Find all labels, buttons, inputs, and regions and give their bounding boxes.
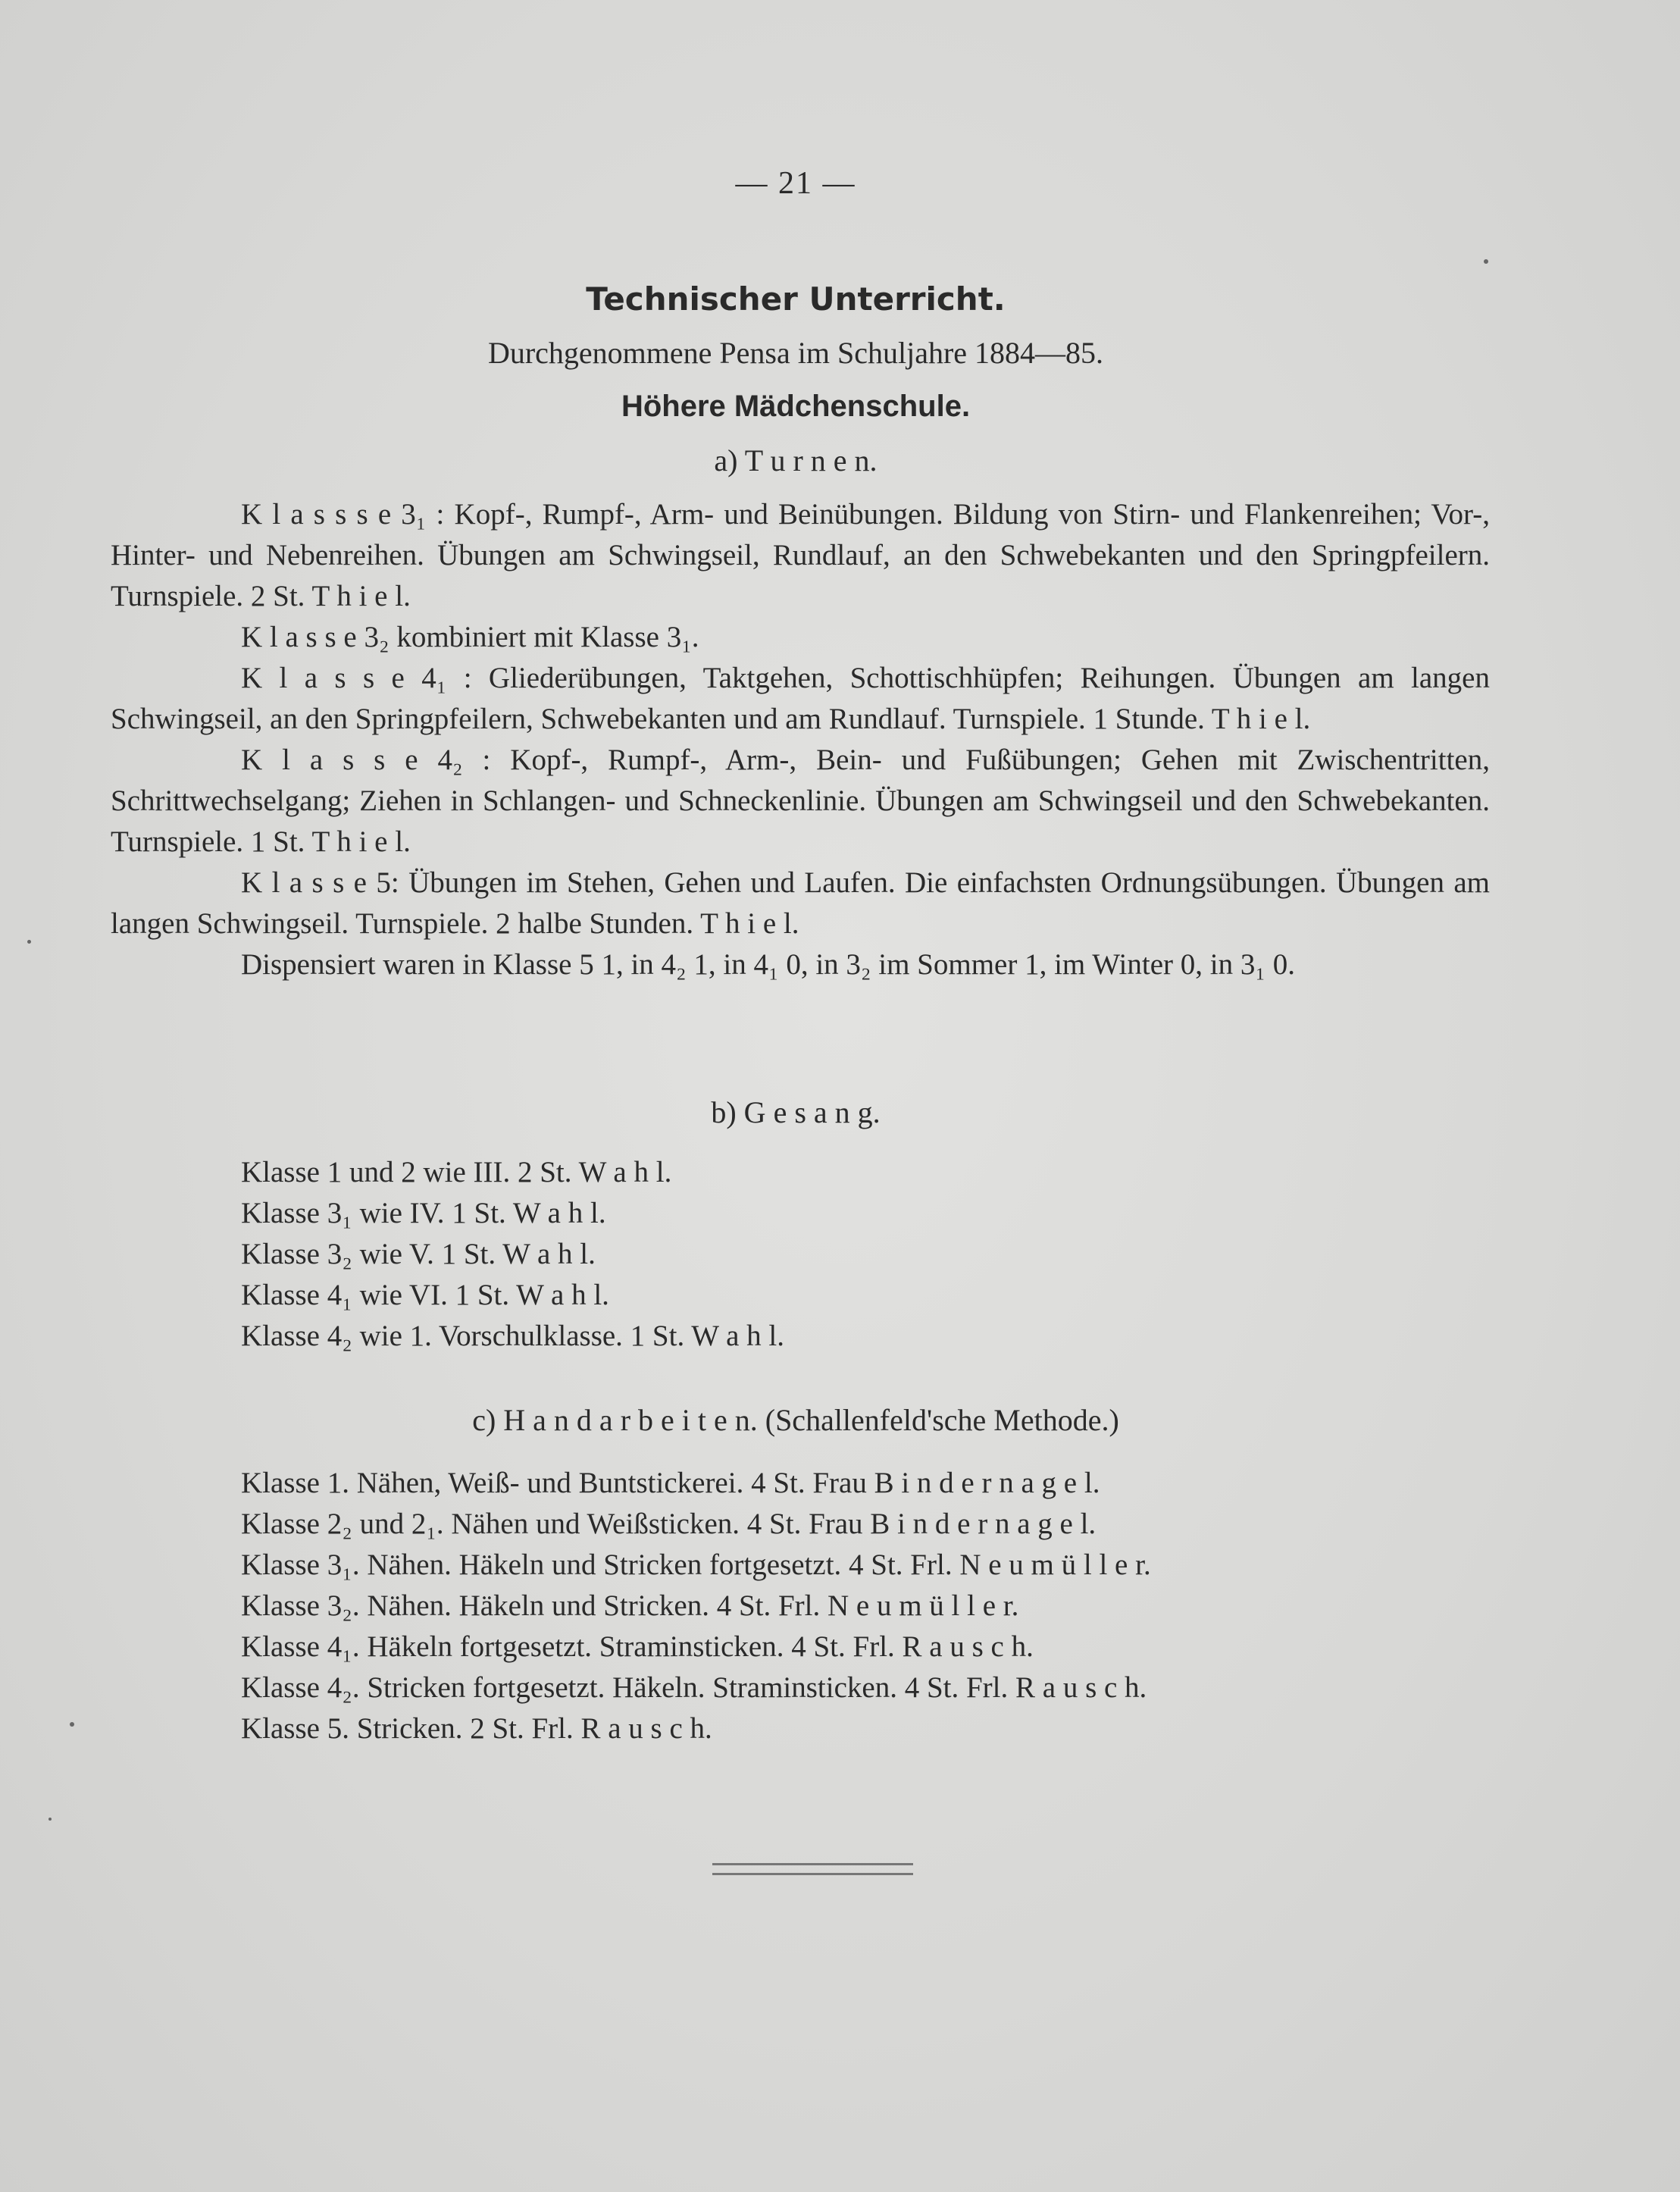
closing-double-rule: [712, 1863, 913, 1875]
paper-speck: [48, 1818, 52, 1821]
paper-speck: [1484, 259, 1488, 264]
list-item: Klasse 4₁ wie VI. 1 St. W a h l.: [241, 1279, 609, 1311]
list-item: Klasse 3₂. Nähen. Häkeln und Stricken. 4 St. Frl. N e u m ü l l e r.: [241, 1589, 1019, 1622]
handarbeiten-list: [241, 1463, 1491, 1749]
paragraph: K l a s s e 4₁ : Gliederübungen, Taktgehen, Schottischhüpfen; Reihungen. Übungen am langen Schwingseil, an den Springpfeilern, Schwebekanten und am Rundlauf. Turnspiele. 1 Stunde. T h i e l.: [111, 662, 1490, 735]
paper-speck: [27, 940, 31, 944]
list-item: Klasse 4₂. Stricken fortgesetzt. Häkeln. Straminsticken. 4 St. Frl. R a u s c h.: [241, 1671, 1147, 1704]
list-item: Klasse 4₁. Häkeln fortgesetzt. Straminsticken. 4 St. Frl. R a u s c h.: [241, 1630, 1034, 1663]
list-item: Klasse 3₁. Nähen. Häkeln und Stricken fortgesetzt. 4 St. Frl. N e u m ü l l e r.: [241, 1548, 1151, 1581]
list-item: Klasse 4₂ wie 1. Vorschulklasse. 1 St. W a h l.: [241, 1320, 785, 1352]
list-item: Klasse 5. Stricken. 2 St. Frl. R a u s c h.: [241, 1712, 712, 1745]
gesang-list: [241, 1152, 1491, 1357]
paragraph: K l a s s s e 3₁ : Kopf-, Rumpf-, Arm- und Beinübungen. Bildung von Stirn- und Flankenreihen; Vor-, Hinter- und Nebenreihen. Übungen am Schwingseil, Rundlauf, an den Schwebekanten und den Springpfeilern. Turnspiele. 2 St. T h i e l.: [111, 498, 1490, 612]
paragraph: Dispensiert waren in Klasse 5 1, in 4₂ 1, in 4₁ 0, in 3₂ im Sommer 1, im Winter 0, in 3₁ 0.: [241, 948, 1295, 981]
section-subtitle: Durchgenommene Pensa im Schuljahre 1884—85.: [487, 336, 1104, 370]
paragraph: K l a s s e 5: Übungen im Stehen, Gehen und Laufen. Die einfachsten Ordnungsübungen. Übungen am langen Schwingseil. Turnspiele. 2 halbe Stunden. T h i e l.: [111, 866, 1490, 940]
gesang-heading: b) G e s a n g.: [711, 1095, 881, 1129]
list-item: Klasse 2₂ und 2₁. Nähen und Weißsticken. 4 St. Frau B i n d e r n a g e l.: [241, 1508, 1097, 1540]
turnen-body: [111, 494, 1490, 985]
section-title: Technischer Unterricht.: [586, 280, 1006, 318]
list-item: Klasse 3₂ wie V. 1 St. W a h l.: [241, 1238, 596, 1270]
list-item: Klasse 1 und 2 wie III. 2 St. W a h l.: [241, 1156, 672, 1188]
handarbeiten-heading: c) H a n d a r b e i t e n. (Schallenfeld'sche Methode.): [472, 1403, 1119, 1437]
paragraph: K l a s s e 4₂ : Kopf-, Rumpf-, Arm-, Bein- und Fußübungen; Gehen mit Zwischentritten, Schrittwechselgang; Ziehen in Schlangen- und Schneckenlinie. Übungen am Schwingseil und den Schwebekanten. Turnspiele. 1 St. T h i e l.: [111, 744, 1490, 858]
school-heading: Höhere Mädchenschule.: [621, 390, 971, 423]
paper-speck: [70, 1722, 74, 1727]
list-item: Klasse 1. Nähen, Weiß- und Buntstickerei. 4 St. Frau B i n d e r n a g e l.: [241, 1467, 1100, 1499]
turnen-heading: a) T u r n e n.: [714, 443, 878, 478]
list-item: Klasse 3₁ wie IV. 1 St. W a h l.: [241, 1197, 606, 1229]
page-number: — 21 —: [735, 166, 856, 201]
paragraph: K l a s s e 3₂ kombiniert mit Klasse 3₁.: [241, 621, 699, 653]
